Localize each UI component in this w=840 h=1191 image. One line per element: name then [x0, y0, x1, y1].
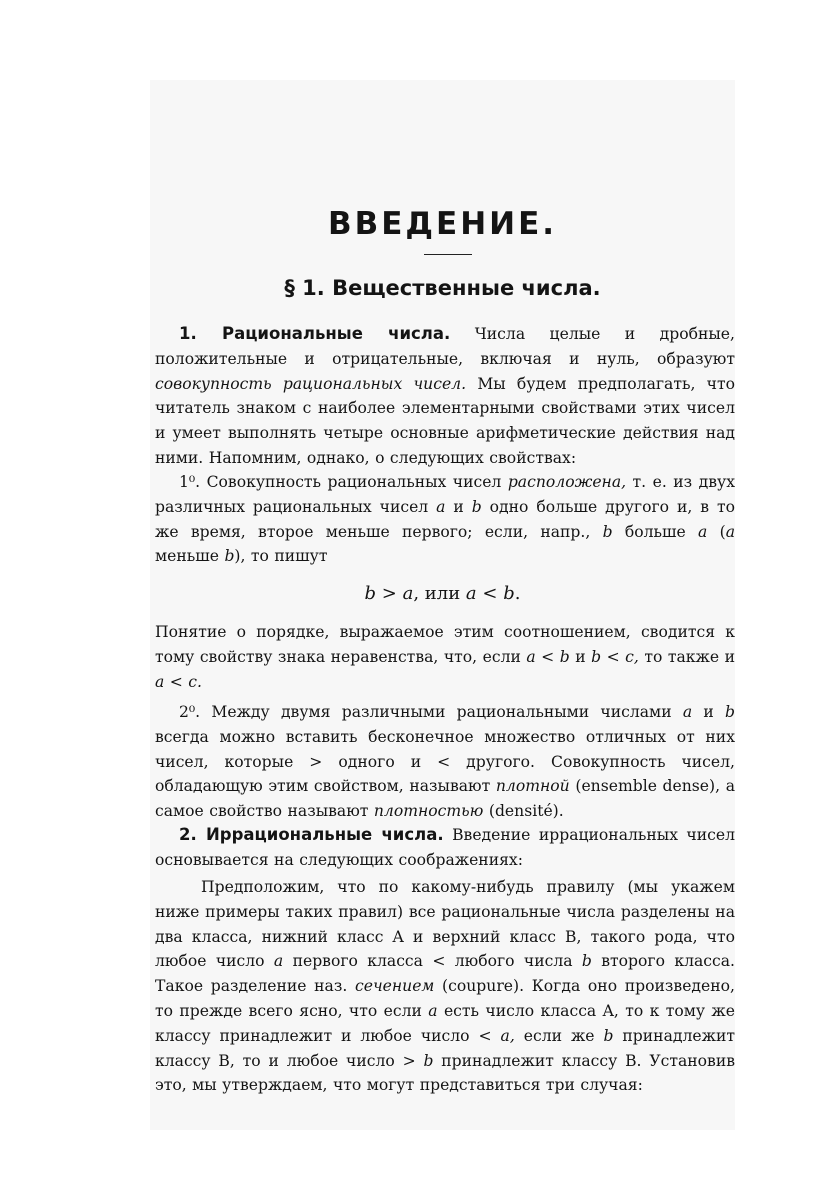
math-var: a	[436, 497, 446, 516]
text: Мы будем предполагать, что читатель знаком с наиболее элементарными свойствами этих чисел и умеет выполнять четыре основные арифметические действия над ними. Напомним, однако, о следующих свойствах:	[155, 374, 735, 467]
paragraph-rational-numbers	[155, 322, 735, 471]
subheading-irrational: 2. Иррациональные числа.	[179, 825, 444, 844]
text: .	[514, 583, 521, 604]
emphasis: плотной	[495, 777, 570, 796]
paragraph-property-1	[155, 470, 735, 569]
text: больше	[612, 522, 699, 541]
text: второго класса. Такое разделение наз.	[155, 952, 735, 996]
paragraph-order-concept	[155, 620, 735, 694]
emphasis: расположена,	[507, 473, 627, 491]
title-rule	[424, 254, 472, 255]
text: Введение иррациональных чисел основывается на следующих соображениях:	[155, 826, 736, 869]
math-var: a	[273, 952, 284, 971]
text: (coupure). Когда оно произведено, то прежде всего ясно, что если	[155, 977, 735, 1020]
text: ), то пишут	[234, 547, 328, 566]
text: т. е. из двух различных рациональных чисел	[155, 473, 735, 516]
math-var: b	[224, 547, 235, 566]
math-var: b	[471, 497, 482, 516]
math-var: b	[423, 1051, 434, 1070]
emphasis: плотностью	[373, 802, 484, 821]
text: всегда можно вставить бесконечное множество отличных от них чисел, которые > одного и < другого. Совокупность чисел, обладающую этим свойством, называют	[155, 727, 735, 796]
text: Совокупность рациональных чисел	[200, 473, 508, 491]
math-var: a,	[500, 1026, 515, 1045]
text: и	[445, 497, 472, 516]
text: первого класса < любого числа	[283, 952, 582, 971]
text: (ensemble dense), а самое свойство называют	[155, 777, 735, 821]
paragraph-cut-definition	[155, 875, 735, 1098]
section-heading: § 1. Вещественные числа.	[284, 276, 601, 300]
paragraph-property-2	[155, 700, 735, 824]
text: принадлежит классу B. Установив это, мы утверждаем, что могут представиться три случая:	[155, 1051, 735, 1095]
item-number: 1⁰.	[179, 473, 201, 491]
item-number: 2⁰.	[179, 703, 201, 721]
text: (	[707, 522, 726, 541]
math-var: a	[402, 583, 414, 604]
math-var: a	[465, 583, 477, 604]
math-var: b	[603, 1026, 614, 1045]
formula-order	[150, 583, 735, 604]
text: если же	[514, 1026, 604, 1045]
math-expr: a < c.	[155, 672, 202, 691]
math-var: a	[725, 522, 736, 541]
emphasis: совокупность рациональных чисел.	[155, 374, 467, 393]
text: и	[569, 647, 592, 666]
math-expr: b < c,	[591, 647, 639, 666]
text: то также и	[638, 647, 735, 666]
text: одно больше другого и, в то же время, второе меньше первого; если, напр.,	[155, 497, 735, 541]
math-expr: a < b	[526, 647, 570, 666]
text: , или	[413, 583, 466, 604]
math-var: b	[725, 703, 735, 721]
paragraph-irrational-numbers	[155, 823, 735, 873]
math-var: b	[581, 952, 592, 971]
text: Предположим, что по какому-нибудь правилу (мы укажем ниже примеры таких правил) все рациональные числа разделены на два класса, нижний класс A и верхний класс B, такого рода, что любое число	[155, 878, 735, 971]
text: Числа целые и дробные, положительные и отрицательные, включая и нуль, образуют	[155, 325, 735, 368]
text: (densité).	[483, 802, 564, 821]
text: есть число класса A, то к тому же классу принадлежит и любое число <	[155, 1001, 735, 1045]
text: Между двумя различными рациональными числами	[200, 703, 683, 721]
math-op: <	[476, 583, 504, 604]
subheading-rational: 1. Рациональные числа.	[179, 324, 451, 343]
text: Понятие о порядке, выражаемое этим соотношением, сводится к тому свойству знака неравенства, что, если	[155, 623, 735, 666]
math-var: b	[503, 583, 515, 604]
math-var: b	[602, 522, 613, 541]
text: и	[692, 703, 726, 721]
math-var: a	[682, 703, 693, 721]
math-var: b	[364, 583, 377, 604]
math-var: a	[428, 1001, 438, 1020]
emphasis: сечением	[355, 977, 435, 996]
math-op: >	[376, 583, 403, 604]
math-var: a	[698, 522, 708, 541]
text: принадлежит классу B, то и любое число >	[155, 1026, 735, 1070]
text: меньше	[155, 547, 225, 566]
chapter-title: ВВЕДЕНИЕ.	[327, 206, 558, 242]
